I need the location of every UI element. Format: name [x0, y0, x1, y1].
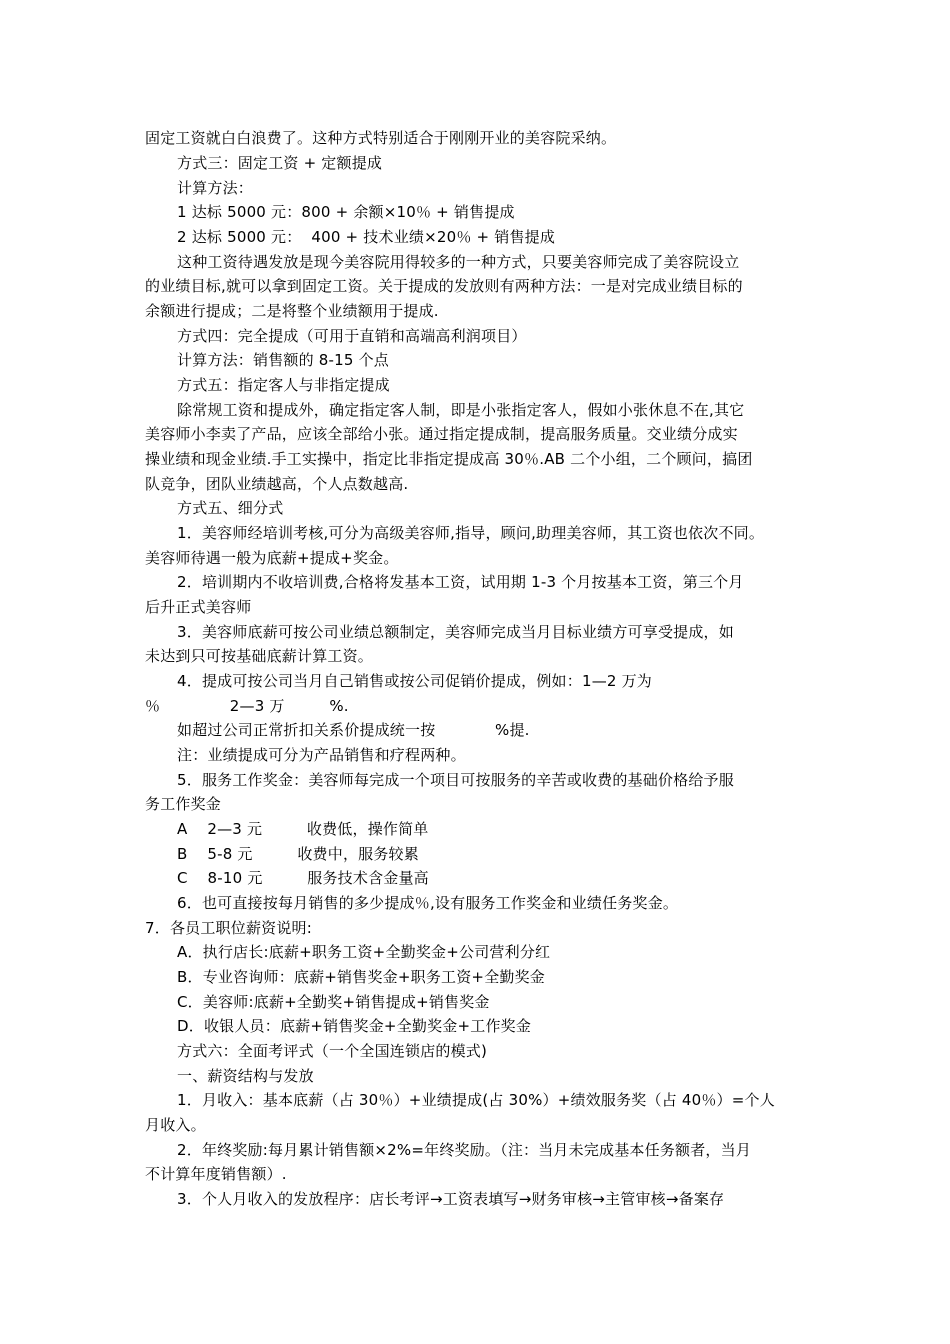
text-line: 7．各员工职位薪资说明: — [145, 919, 312, 937]
text-line: 1 达标 5000 元：800 + 余额×10％ + 销售提成 — [177, 203, 515, 221]
text-line: 未达到只可按基础底薪计算工资。 — [145, 647, 374, 665]
text-line: 的业绩目标,就可以拿到固定工资。关于提成的发放则有两种方法：一是对完成业绩目标的 — [145, 277, 743, 295]
text-line: 如超过公司正常折扣关系价提成统一按 %提. — [177, 721, 530, 739]
text-line: 余额进行提成；二是将整个业绩额用于提成. — [145, 302, 439, 320]
text-line: 3．美容师底薪可按公司业绩总额制定，美容师完成当月目标业绩方可享受提成，如 — [177, 623, 734, 641]
text-line: C 8-10 元 服务技术含金量高 — [177, 869, 429, 887]
text-line: 务工作奖金 — [145, 795, 222, 813]
text-line: 方式四：完全提成（可用于直销和高端高利润项目） — [177, 327, 527, 345]
text-line: 6．也可直接按每月销售的多少提成％,设有服务工作奖金和业绩任务奖金。 — [177, 894, 679, 912]
text-line: 一、薪资结构与发放 — [177, 1067, 314, 1085]
text-line: 注：业绩提成可分为产品销售和疗程两种。 — [177, 746, 466, 764]
text-line: 2．年终奖励:每月累计销售额×2%=年终奖励。（注：当月未完成基本任务额者，当月 — [177, 1141, 752, 1159]
text-line: 计算方法： — [177, 179, 254, 197]
text-line: 2 达标 5000 元： 400 + 技术业绩×20％ + 销售提成 — [177, 228, 556, 246]
text-line: 美容师待遇一般为底薪+提成+奖金。 — [145, 549, 399, 567]
text-line: A 2—3 元 收费低，操作简单 — [177, 820, 429, 838]
text-line: 不计算年度销售额）. — [145, 1165, 287, 1183]
text-line: 这种工资待遇发放是现今美容院用得较多的一种方式，只要美容师完成了美容院设立 — [177, 253, 740, 271]
text-line: 固定工资就白白浪费了。这种方式特别适合于刚刚开业的美容院采纳。 — [145, 129, 617, 147]
text-line: 美容师小李卖了产品，应该全部给小张。通过指定提成制，提高服务质量。交业绩分成实 — [145, 425, 738, 443]
text-line: 月收入。 — [145, 1116, 206, 1134]
text-line: 除常规工资和提成外，确定指定客人制，即是小张指定客人，假如小张休息不在,其它 — [177, 401, 745, 419]
text-line: 3．个人月收入的发放程序：店长考评→工资表填写→财务审核→主管审核→备案存 — [177, 1190, 725, 1208]
text-line: D．收银人员：底薪+销售奖金+全勤奖金+工作奖金 — [177, 1017, 532, 1035]
text-line: 操业绩和现金业绩.手工实操中，指定比非指定提成高 30％.AB 二个小组，二个顾问，搞团 — [145, 450, 753, 468]
text-line: B．专业咨询师：底薪+销售奖金+职务工资+全勤奖金 — [177, 968, 545, 986]
text-line: 5．服务工作奖金：美容师每完成一个项目可按服务的辛苦或收费的基础价格给予服 — [177, 771, 734, 789]
text-line: 方式三：固定工资 + 定额提成 — [177, 154, 383, 172]
text-line: 后升正式美容师 — [145, 598, 252, 616]
text-line: 1．美容师经培训考核,可分为高级美容师,指导，顾问,助理美容师，其工资也依次不同。 — [177, 524, 765, 542]
text-line: 4．提成可按公司当月自己销售或按公司促销价提成，例如：1—2 万为 — [177, 672, 653, 690]
text-line: 2．培训期内不收培训费,合格将发基本工资，试用期 1-3 个月按基本工资，第三个月 — [177, 573, 744, 591]
text-line: 计算方法：销售额的 8-15 个点 — [177, 351, 389, 369]
text-line: A．执行店长:底薪+职务工资+全勤奖金+公司营利分红 — [177, 943, 551, 961]
text-line: 方式五、细分式 — [177, 499, 284, 517]
text-line: B 5-8 元 收费中，服务较累 — [177, 845, 419, 863]
text-line: 方式六：全面考评式（一个全国连锁店的模式) — [177, 1042, 488, 1060]
text-line: ％ 2—3 万 %. — [145, 697, 349, 715]
text-line: 方式五：指定客人与非指定提成 — [177, 376, 390, 394]
text-line: C．美容师:底薪+全勤奖+销售提成+销售奖金 — [177, 993, 490, 1011]
text-line: 1．月收入：基本底薪（占 30％）+业绩提成(占 30%）+绩效服务奖（占 40％）=个人 — [177, 1091, 775, 1109]
text-line: 队竞争，团队业绩越高，个人点数越高. — [145, 475, 409, 493]
